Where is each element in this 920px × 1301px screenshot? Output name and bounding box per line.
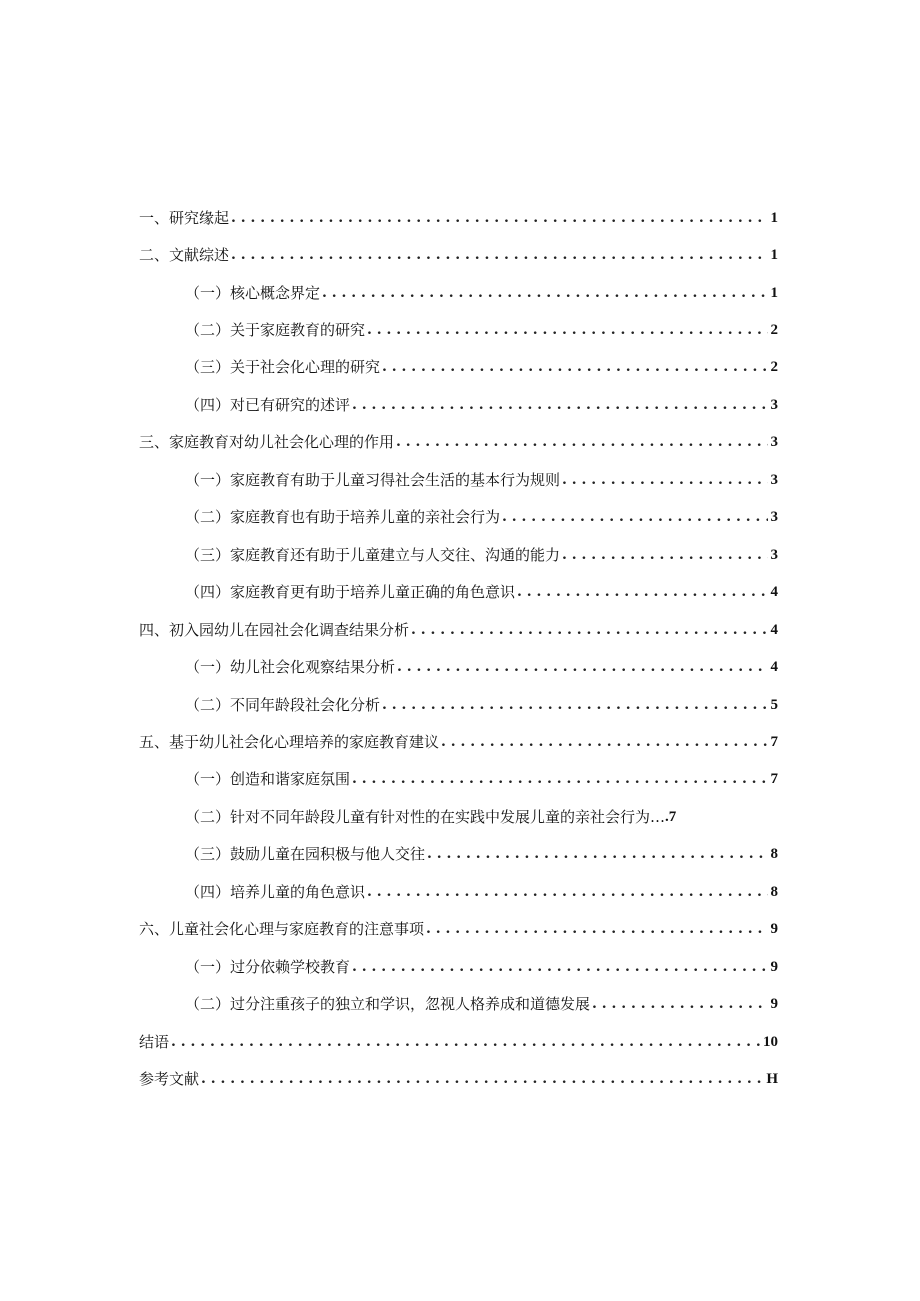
toc-entry-label: 五、基于幼儿社会化心理培养的家庭教育建议 <box>139 733 440 751</box>
toc-entry[interactable] <box>185 577 778 601</box>
toc-entry-page: 3 <box>770 397 778 413</box>
toc-entry-page: .7 <box>665 809 677 825</box>
toc-entry[interactable] <box>185 839 778 863</box>
toc-entry-page: 8 <box>770 884 778 900</box>
toc-entry-label: 二、文献综述 <box>139 246 230 264</box>
toc-entry-page: 3 <box>770 509 778 525</box>
dot-leader <box>441 733 767 751</box>
dot-leader <box>322 284 767 302</box>
toc-entry[interactable] <box>139 1064 778 1088</box>
toc-entry[interactable] <box>185 989 778 1013</box>
toc-entry[interactable] <box>139 727 778 751</box>
toc-entry[interactable] <box>185 278 778 302</box>
toc-entry-page: 7 <box>770 771 778 787</box>
toc-entry-label: （二）不同年龄段社会化分析 <box>185 696 381 714</box>
dot-leader <box>367 321 767 339</box>
toc-entry-label: （四）对已有研究的述评 <box>185 396 351 414</box>
dot-leader <box>517 583 767 601</box>
toc-entry[interactable] <box>185 690 778 714</box>
toc-entry[interactable] <box>185 952 778 976</box>
toc-entry[interactable] <box>139 427 778 451</box>
toc-entry-label: （四）培养儿童的角色意识 <box>185 883 366 901</box>
toc-entry[interactable] <box>185 352 778 376</box>
toc-entry[interactable] <box>185 502 778 526</box>
toc-entry[interactable] <box>139 914 778 938</box>
toc-entry-page: 5 <box>770 697 778 713</box>
toc-entry-label: 六、儿童社会化心理与家庭教育的注意事项 <box>139 920 425 938</box>
toc-entry-label: （四）家庭教育更有助于培养儿童正确的角色意识 <box>185 583 516 601</box>
toc-entry-label: （一）幼儿社会化观察结果分析 <box>185 658 396 676</box>
toc-entry[interactable] <box>139 203 778 227</box>
toc-entry-page: H <box>766 1071 778 1087</box>
dot-leader <box>562 471 767 489</box>
toc-entry-page: 3 <box>770 434 778 450</box>
toc-entry-label: （二）针对不同年龄段儿童有针对性的在实践中发展儿童的亲社会行为… <box>185 808 666 826</box>
toc-entry[interactable] <box>185 540 778 564</box>
toc-entry-page: 10 <box>763 1034 778 1050</box>
toc-entry-page: 1 <box>770 247 778 263</box>
dot-leader <box>592 995 767 1013</box>
toc-entry[interactable] <box>139 615 778 639</box>
toc-entry-page: 9 <box>770 996 778 1012</box>
toc-entry-page: 4 <box>770 659 778 675</box>
dot-leader <box>382 696 767 714</box>
dot-leader <box>231 209 767 227</box>
toc-entry[interactable] <box>185 764 778 788</box>
dot-leader <box>562 546 767 564</box>
toc-entry-page: 1 <box>770 210 778 226</box>
toc-entry-page: 8 <box>770 846 778 862</box>
toc-entry-page: 9 <box>770 921 778 937</box>
dot-leader <box>411 621 767 639</box>
toc-entry-page: 4 <box>770 622 778 638</box>
toc-entry-label: （一）过分依赖学校教育 <box>185 958 351 976</box>
toc-entry[interactable] <box>185 465 778 489</box>
toc-entry[interactable] <box>185 390 778 414</box>
dot-leader <box>171 1033 760 1051</box>
dot-leader <box>396 433 767 451</box>
toc-entry-label: 三、家庭教育对幼儿社会化心理的作用 <box>139 433 395 451</box>
dot-leader <box>352 770 767 788</box>
toc-entry-label: （一）家庭教育有助于儿童习得社会生活的基本行为规则 <box>185 471 561 489</box>
toc-entry-label: （三）鼓励儿童在园积极与他人交往 <box>185 845 426 863</box>
toc-entry-label: （二）关于家庭教育的研究 <box>185 321 366 339</box>
toc-entry-label: （三）家庭教育还有助于儿童建立与人交往、沟通的能力 <box>185 546 561 564</box>
toc-entry[interactable] <box>185 802 778 826</box>
toc-entry-label: 四、初入园幼儿在园社会化调查结果分析 <box>139 621 410 639</box>
dot-leader <box>367 883 767 901</box>
toc-entry-label: （二）家庭教育也有助于培养儿童的亲社会行为 <box>185 508 501 526</box>
dot-leader <box>426 920 767 938</box>
toc-entry[interactable] <box>185 652 778 676</box>
toc-entry[interactable] <box>185 877 778 901</box>
toc-entry-page: 2 <box>770 322 778 338</box>
toc-entry-label: 一、研究缘起 <box>139 209 230 227</box>
dot-leader <box>397 658 767 676</box>
dot-leader <box>352 958 767 976</box>
toc-entry[interactable] <box>139 240 778 264</box>
toc-entry[interactable] <box>139 1027 778 1051</box>
toc-entry-page: 1 <box>770 285 778 301</box>
toc-entry-label: （三）关于社会化心理的研究 <box>185 358 381 376</box>
toc-entry[interactable] <box>185 315 778 339</box>
toc-entry-label: 参考文献 <box>139 1070 200 1088</box>
toc-entry-page: 7 <box>770 734 778 750</box>
dot-leader <box>502 508 767 526</box>
toc-entry-label: （一）创造和谐家庭氛围 <box>185 770 351 788</box>
dot-leader <box>382 358 767 376</box>
toc-entry-page: 3 <box>770 547 778 563</box>
toc-entry-page: 4 <box>770 584 778 600</box>
toc-entry-label: （一）核心概念界定 <box>185 284 321 302</box>
toc-entry-page: 9 <box>770 959 778 975</box>
toc-entry-page: 2 <box>770 359 778 375</box>
toc-entry-page: 3 <box>770 472 778 488</box>
dot-leader <box>352 396 767 414</box>
dot-leader <box>201 1070 763 1088</box>
dot-leader <box>231 246 767 264</box>
dot-leader <box>427 845 767 863</box>
toc-entry-label: （二）过分注重孩子的独立和学识，忽视人格养成和道德发展 <box>185 995 591 1013</box>
toc-entry-label: 结语 <box>139 1033 170 1051</box>
